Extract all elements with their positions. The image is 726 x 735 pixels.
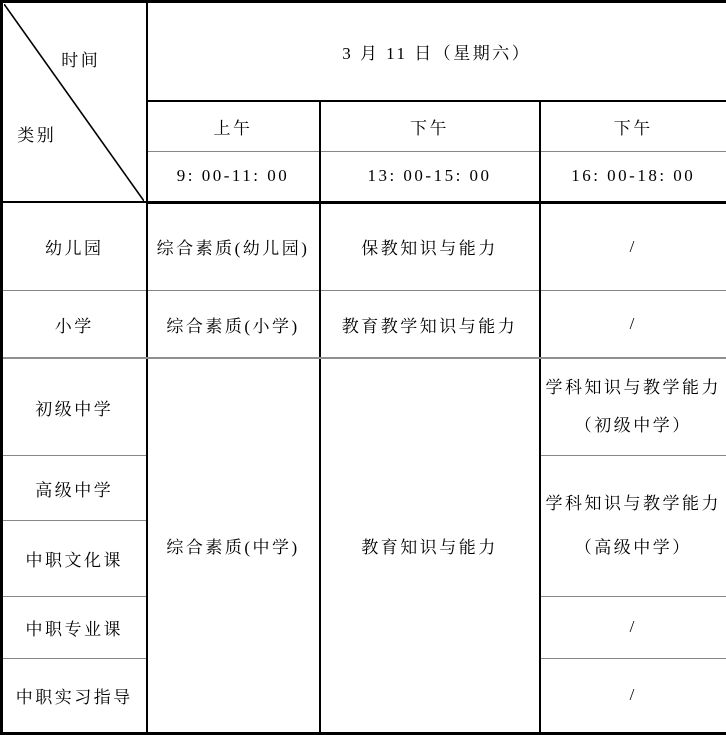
cell-junior-evening bbox=[540, 358, 726, 455]
cell-secondary-afternoon-merged: 教育知识与能力 bbox=[320, 358, 540, 733]
cell-senior-evening-merged bbox=[540, 456, 726, 596]
session-header-afternoon-1: 下午 bbox=[320, 101, 540, 152]
session-header-afternoon-2: 下午 bbox=[540, 101, 726, 152]
category-vocational-culture-course: 中职文化课 bbox=[2, 521, 147, 596]
cell-primary-morning: 综合素质(小学) bbox=[147, 290, 320, 358]
corner-category-label: 类别 bbox=[17, 125, 57, 145]
cell-secondary-morning-merged: 综合素质(中学) bbox=[147, 358, 320, 733]
cell-primary-afternoon: 教育教学知识与能力 bbox=[320, 290, 540, 358]
category-junior-middle-school: 初级中学 bbox=[2, 358, 147, 455]
time-header-morning: 9: 00-11: 00 bbox=[147, 152, 320, 202]
cell-senior-evening-line2: （高级中学） bbox=[574, 537, 692, 557]
cell-kindergarten-morning: 综合素质(幼儿园) bbox=[147, 202, 320, 290]
cell-vocational-specialty-evening: / bbox=[540, 596, 726, 658]
cell-primary-evening: / bbox=[540, 290, 726, 358]
date-header-cell: 3 月 11 日（星期六） bbox=[147, 2, 726, 101]
time-header-afternoon-2: 16: 00-18: 00 bbox=[540, 152, 726, 202]
cell-junior-evening-line2: （初级中学） bbox=[574, 416, 692, 436]
category-primary-school: 小学 bbox=[2, 290, 147, 358]
session-header-morning: 上午 bbox=[147, 101, 320, 152]
corner-cell-content bbox=[4, 4, 144, 201]
row-kindergarten bbox=[2, 202, 726, 290]
cell-vocational-internship-evening: / bbox=[540, 658, 726, 733]
corner-time-label: 时间 bbox=[61, 50, 101, 70]
cell-senior-evening-line1: 学科知识与教学能力 bbox=[545, 493, 721, 513]
category-senior-middle-school: 高级中学 bbox=[2, 456, 147, 521]
row-junior-middle-school bbox=[2, 358, 726, 455]
row-primary-school bbox=[2, 290, 726, 358]
category-kindergarten: 幼儿园 bbox=[2, 202, 147, 290]
header-row-date bbox=[2, 2, 726, 101]
cell-junior-evening-line1: 学科知识与教学能力 bbox=[545, 378, 721, 398]
category-vocational-internship-guidance: 中职实习指导 bbox=[2, 658, 147, 733]
time-header-afternoon-1: 13: 00-15: 00 bbox=[320, 152, 540, 202]
cell-kindergarten-evening: / bbox=[540, 202, 726, 290]
cell-kindergarten-afternoon: 保教知识与能力 bbox=[320, 202, 540, 290]
corner-cell bbox=[2, 2, 147, 203]
category-vocational-specialty-course: 中职专业课 bbox=[2, 596, 147, 658]
diagonal-divider-line bbox=[4, 4, 144, 201]
